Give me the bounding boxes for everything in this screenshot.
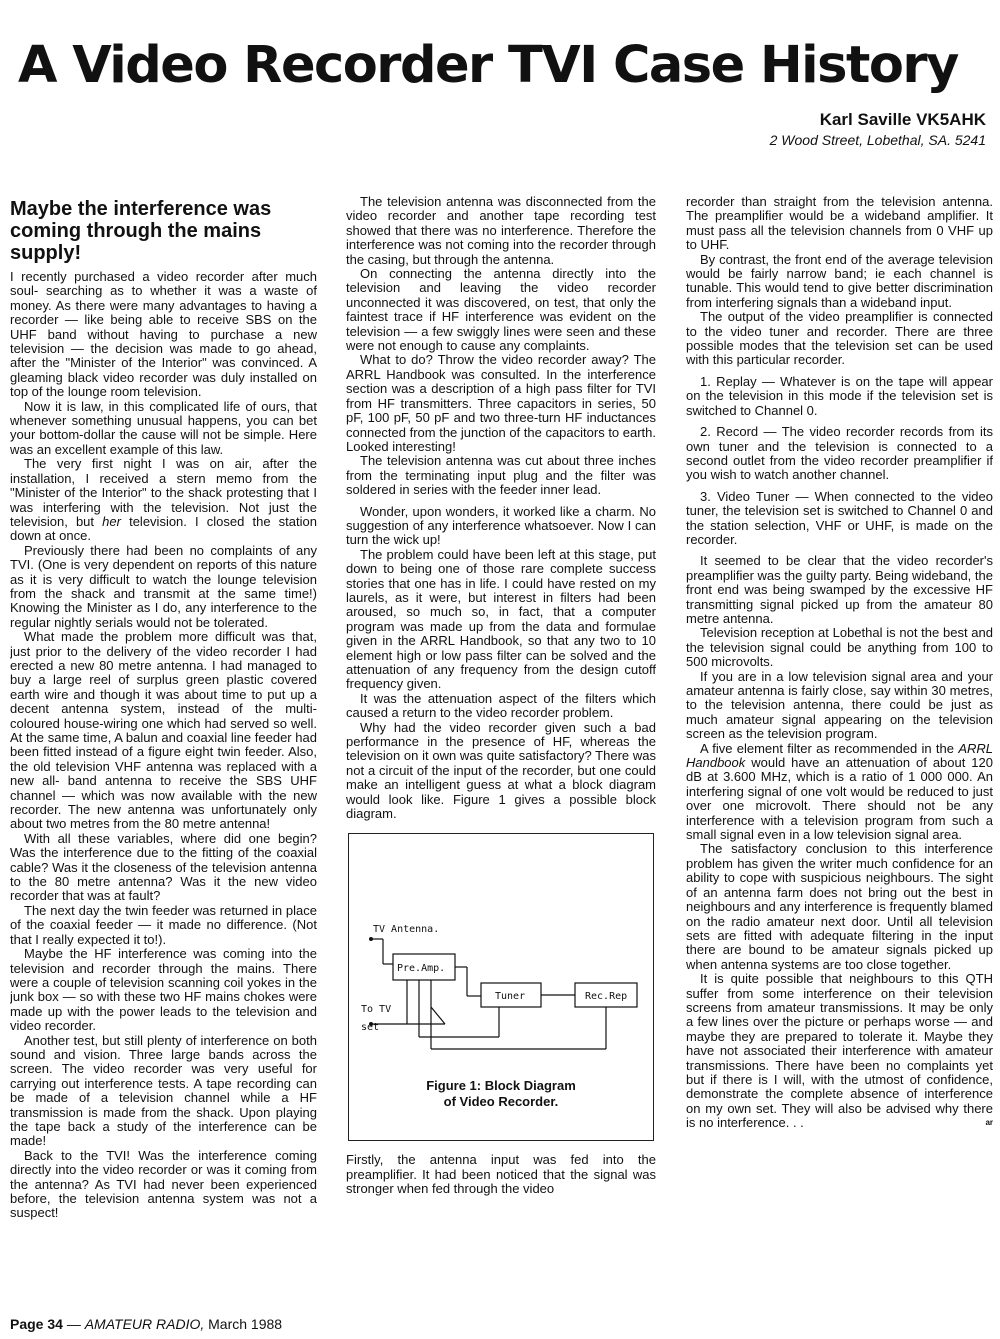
- paragraph: Previously there had been no complaints of any TVI. (One is very dependent on reports of this nature as it is very difficult to watch the lounge television from the shack and transmit at the same time!) Knowing the Minister as I do, any interference to the regular nightly serials would not be tolerated.: [10, 542, 317, 630]
- page-footer: [10, 1316, 282, 1332]
- column-2: [346, 195, 656, 1299]
- author-name: Karl Saville VK5AHK: [819, 110, 986, 129]
- article-title: A Video Recorder TVI Case History: [18, 36, 958, 95]
- text-run: television. I closed the station down at once.: [10, 513, 317, 544]
- paragraph: Firstly, the antenna input was fed into the preamplifier. It had been noticed that the signal was stronger when fed through the video: [346, 1152, 656, 1197]
- figure-caption: [349, 1078, 653, 1110]
- text-run: It is quite possible that neighbours to this QTH suffer from some interference on their television screens from amateur transmissions. It may be only a few lines over the picture or perhaps worse — and maybe they are prepared to tolerate it. Maybe they have not associated their interference with amateur transmissions. There have been no complaints yet but if there is I will, with the utmost of confidence, demonstrate the complete absence of interference on my own set. They will also be advised why there is no interference. . .: [686, 971, 993, 1131]
- paragraph: It seemed to be clear that the video recorder's preamplifier was the guilty party. Being wideband, the front end was being swamped by the excessive HF transmitting signal picked up from the amateur 80 metre antenna.: [686, 553, 993, 626]
- figure-1-block-diagram: [348, 833, 654, 1141]
- tuner-label: Tuner: [495, 991, 526, 1003]
- paragraph: The next day the twin feeder was returned in place of the coaxial feeder — it made no difference. (Not that I really expected it to!).: [10, 902, 317, 947]
- preamp-label: Pre.Amp.: [397, 963, 446, 975]
- paragraph: What made the problem more difficult was that, just prior to the delivery of the video recorder I had erected a new 80 metre antenna. I had managed to buy a large reel of surplus green plastic covered earth wire and though it was about time to put up a decent antenna system, instead of the multi- coloured house-wiring one which had served so well. At the same time, A balun and coaxial line feeder had been fitted instead of a figure eight twin feeder. Also, the old television VHF antenna was replaced with a new all- band antenna to receive the SBS UHF channel — which was now available with the new recorder. The new antenna was unfortunately only about two metres from the 80 metre antenna!: [10, 629, 317, 832]
- footer-dash: —: [62, 1316, 85, 1332]
- recrep-label: Rec.Rep: [585, 991, 628, 1003]
- text-run: The very first night I was on air, after the installation, I received a stern memo from the "Minister of the Interior" to the shack protesting that I was interfering with the television. Not just the television, but: [10, 456, 317, 529]
- paragraph: It was the attenuation aspect of the filters which caused a return to the video recorder problem.: [346, 690, 656, 721]
- antenna-terminal: [369, 937, 373, 941]
- end-mark: ar: [985, 1118, 993, 1128]
- paragraph: With all these variables, where did one begin? Was the interference due to the fitting of the coaxial cable? Was it the closeness of the television antenna to the 80 metre antenna? Was it the new video recorder that was at fault?: [10, 830, 317, 904]
- paragraph: Television reception at Lobethal is not the best and the television signal could be anything from 100 to 500 microvolts.: [686, 625, 993, 670]
- paragraph: Now it is law, in this complicated life of ours, that whenever something unusual happens, you can bet your bottom-dollar the cause will not be simple. Here was an excellent example of this law.: [10, 398, 317, 457]
- paragraph: I recently purchased a video recorder after much soul- searching as to whether it was a waste of money. As there were many advantages to having a recorder — like being able to receive SBS on the UHF band without having to purchase a new television — the decision was made to go ahead, after the "Minister of the Interior" was convinced. A gleaming black video recorder was duly installed on top of the lounge room television.: [10, 269, 317, 400]
- paragraph: Why had the video recorder given such a bad performance in the presence of HF, whereas the television on it own was quite satisfactory? There was not a circuit of the input of the recorder, but one could make an intelligent guess at what a block diagram would look like. Figure 1 gives a possible block diagram.: [346, 719, 656, 822]
- paragraph: What to do? Throw the video recorder away? The ARRL Handbook was consulted. In the interference section was a description of a high pass filter for TVI from HF transmitters. Three capacitors in series, 50 pF, 100 pF, 50 pF and two three-turn HF inductances connected from the junction of the capacitors to earth. Looked interesting!: [346, 352, 656, 454]
- text-run: would have an attenuation of about 120 dB at 3.600 MHz, which is a ratio of 1 000 000. An interfering signal of one volt would be reduced to just over one microvolt. There should not be any interference with a television program from such a small signal even in a low television signal area.: [686, 755, 993, 843]
- text-run: A five element filter as recommended in the: [700, 740, 955, 756]
- paragraph: By contrast, the front end of the average television would be fairly narrow band; ie each channel is tunable. This would tend to give better discrimination from interfering signals than a wideband input.: [686, 251, 993, 310]
- caption-line-1: Figure 1: Block Diagram: [426, 1078, 576, 1094]
- paragraph: On connecting the antenna directly into the television and leaving the video recorder unconnected it was discovered, on test, that only the faintest trace if HF interference was evident on the television — a few swiggly lines were seen and these were not enough to cause any complaints.: [346, 266, 656, 354]
- paragraph: [10, 457, 317, 543]
- paragraph: [686, 972, 993, 1130]
- paragraph: Maybe the HF interference was coming into the television and recorder through the mains. There were a couple of television scanning coil yokes in the junk box — so with these two HF mains chokes were made up with the power leads to the television and video recorder.: [10, 946, 317, 1034]
- issue-date: March 1988: [204, 1316, 283, 1332]
- author-address: 2 Wood Street, Lobethal, SA. 5241: [769, 132, 986, 148]
- paragraph: Wonder, upon wonders, it worked like a charm. No suggestion of any interference whatsoever. Now I can turn the wick up!: [346, 503, 656, 548]
- byline: [770, 110, 986, 150]
- set-label: set: [361, 1022, 380, 1034]
- to-tv-label: To TV: [361, 1004, 392, 1016]
- emphasis: her: [102, 513, 121, 529]
- paragraph: 3. Video Tuner — When connected to the video tuner, the television set is switched to Channel 0 and the station selection, VHF or UHF, is made on the recorder.: [686, 488, 993, 547]
- caption-line-2: of Video Recorder.: [443, 1094, 559, 1110]
- paragraph: Back to the TVI! Was the interference coming directly into the video recorder or was it coming from the antenna? As TVI had never been experienced before, the television antenna system was not a suspect!: [10, 1147, 317, 1221]
- paragraph: 2. Record — The video recorder records from its own tuner and the television is connected to a second outlet from the video recorder preamplifier if you wish to watch another channel.: [686, 424, 993, 483]
- paragraph: [686, 742, 993, 843]
- paragraph: The problem could have been left at this stage, put down to being one of those rare complete success stories that one has in life. I could have rested on my laurels, as it were, but interest in filters had been aroused, so much so, in fact, that a computer program was made up from the data and formulae given in the ARRL Handbook, so that any two to 10 element high or low pass filter can be solved and the attenuation of any frequency from the design cutoff frequency given.: [346, 546, 656, 692]
- antenna-label: TV Antenna.: [373, 924, 440, 936]
- paragraph: The television antenna was disconnected from the video recorder and another tape recording test showed that there was no interference. Therefore the interference was not coming into the recorder through the casing, but through the antenna.: [346, 195, 656, 267]
- paragraph: Another test, but still plenty of interference on both sound and vision. Three large bands across the screen. The video recorder was very useful for carrying out interference tests. A tape recording can be made of a television channel while a HF transmission is made from the shack. Upon playing the tape back a study of the interference can be made!: [10, 1032, 317, 1149]
- paragraph: The television antenna was cut about three inches from the terminating input plug and the filter was soldered in series with the feeder inner lead.: [346, 453, 656, 498]
- column-1: [10, 198, 317, 1299]
- emphasis: ARRL Handbook: [686, 740, 993, 771]
- magazine-name: AMATEUR RADIO,: [84, 1316, 205, 1332]
- paragraph: 1. Replay — Whatever is on the tape will appear on the television in this mode if the television set is switched to Channel 0.: [686, 373, 993, 418]
- paragraph: The satisfactory conclusion to this interference problem has given the writer much confidence for an ability to cope with suspicious neighbours. The sight of an antenna farm does not bring out the best in neighbours and any interference is frequently blamed on the radio amateur next door. Until all television sets are fitted with adequate filtering in the input there are bound to be amateur signals picked up when antenna systems are too close together.: [686, 841, 993, 972]
- paragraph: recorder than straight from the television antenna. The preamplifier would be a wideband amplifier. It must pass all the television channels from 0 VHF up to UHF.: [686, 195, 993, 253]
- switch-line: [431, 1007, 445, 1024]
- subheading: Maybe the interference was coming through the mains supply!: [10, 198, 272, 264]
- paragraph: If you are in a low television signal area and your amateur antenna is fairly close, say within 30 metres, to the television antenna, there could be just as much amateur signal appearing on the television screen as the television program.: [686, 668, 993, 742]
- page-number: Page 34: [10, 1316, 63, 1332]
- paragraph: The output of the video preamplifier is connected to the video tuner and recorder. There are three possible modes that the television set can be used with this particular recorder.: [686, 309, 993, 368]
- column-3: [686, 195, 993, 1299]
